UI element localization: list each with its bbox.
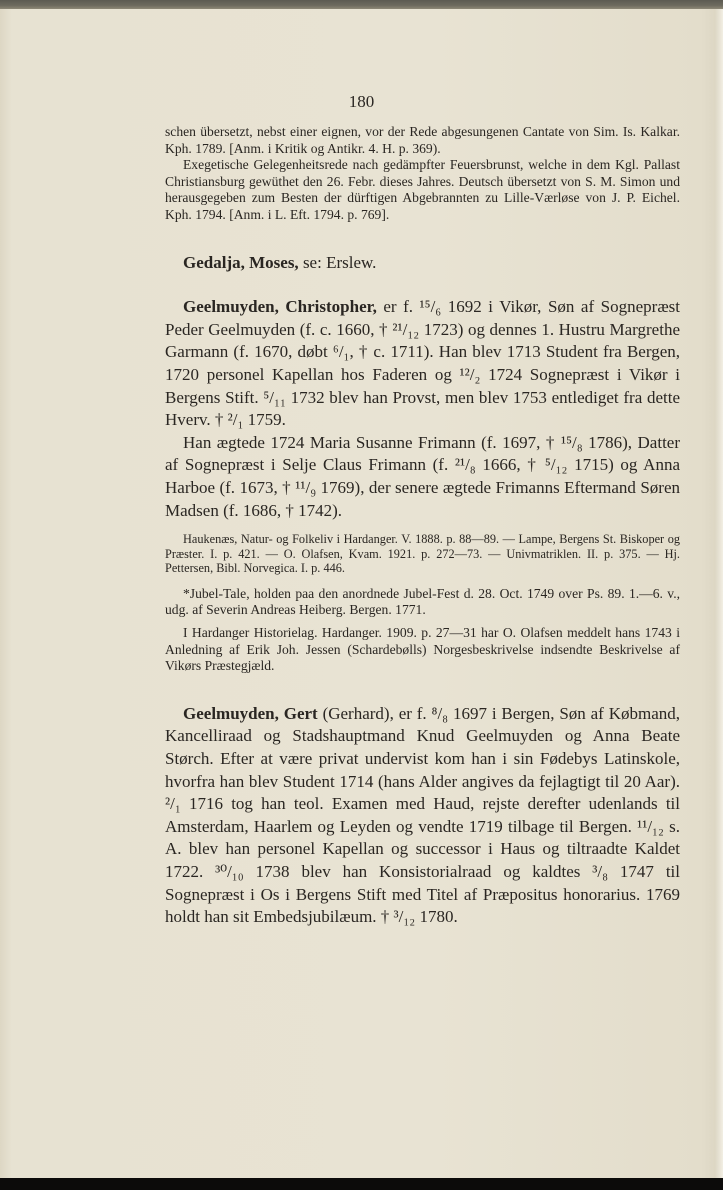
entry-christopher-bio — [165, 296, 680, 432]
scan-top-edge — [0, 0, 723, 9]
entry-christopher-marriage: Han ægtede 1724 Maria Susanne Frimann (f. 1697, † ¹⁵/₈ 1786), Datter af Sognepræst i Selje Claus Frimann (f. ²¹/₈ 1666, † ⁵/₁₂ 1715) og Anna Harboe (f. 1673, † ¹¹/₉ 1769), der senere ægtede Frimanns Eftermand Søren Madsen (f. 1686, † 1742). — [165, 432, 680, 520]
entry-name: Geelmuyden, Christopher, — [183, 297, 377, 317]
entry-name: Geelmuyden, Gert — [183, 703, 318, 723]
scan-bottom-edge — [0, 1178, 723, 1190]
page-number: 180 — [348, 92, 375, 111]
page-content — [165, 124, 680, 929]
entry-text: er f. ¹⁵/₆ 1692 i Vikør, Søn af Sognepræst Peder Geelmuyden (f. c. 1660, † ²¹/₁₂ 1723) og dennes 1. Hustru Margrethe Garmann (f. 1670, døbt ⁶/₁, † c. 1711). Han blev 1713 Student fra Bergen, 1720 personel Kapellan hos Faderen og ¹²/₂ 1724 Sognepræst i Vikør i Bergens Stift. ⁵/₁₁ 1732 blev han Provst, men blev 1753 entlediget fra dette Hverv. † ²/₁ 1759. — [165, 297, 681, 430]
entry-christopher-work-1: *Jubel-Tale, holden paa den anordnede Jubel-Fest d. 28. Oct. 1749 over Ps. 89. 1.—6. v., udg. af Severin Andreas Heiberg. Bergen. 1771. — [165, 585, 680, 618]
continuation-paragraph-2: Exegetische Gelegenheitsrede nach gedämpfter Feuersbrunst, welche in dem Kgl. Pallast Christiansburg gewüthet den 26. Febr. dieses Jahres. Deutsch übersetzt von S. M. Simon und herausgegeben zum Besten der dürftigen Abgebrannten zu Lille-Værløse von J. P. Eichel. Kph. 1794. [Anm. i L. Eft. 1794. p. 769]. — [165, 157, 680, 222]
entry-crossref: se: Erslew. — [298, 252, 377, 272]
entry-text: (Gerhard), er f. ⁸/₈ 1697 i Bergen, Søn af Købmand, Kancelliraad og Stadshauptmand Knud Geelmuyden og Anna Beate Størch. Efter at være privat undervist kom han i sin Fødebys Latinskole, hvorfra han blev Student 1714 (hans Alder angives da fejlagtigt til 20 Aar). ²/₁ 1716 tog han teol. Examen med Haud, rejste derefter udenlands til Amsterdam, Haarlem og Leyden og vendte 1719 tilbage til Bergen. ¹¹/₁₂ s. A. blev han personel Kapellan og successor i Haus og tiltraadte Kaldet 1722. ³⁰/₁₀ 1738 blev han Konsistorialraad og kaldtes ³/₈ 1747 til Sognepræst i Os i Bergens Stift med Titel af Præpositus honorarius. 1769 holdt han sit Embedsjubilæum. † ³/₁₂ 1780. — [165, 703, 680, 927]
page-edge-shade — [715, 9, 723, 1178]
entry-name: Gedalja, Moses, — [183, 252, 299, 272]
entry-gert-bio — [165, 703, 680, 929]
entry-gedalja — [165, 252, 680, 275]
entry-christopher-work-2: I Hardanger Historielag. Hardanger. 1909. p. 27—31 har O. Olafsen meddelt hans 1743 i Anledning af Erik Joh. Jessen (Schardebølls) Norgesbeskrivelse indsendte Beskrivelse af Vikørs Præstegjæld. — [165, 625, 680, 674]
entry-christopher-sources: Haukenæs, Natur- og Folkeliv i Hardanger. V. 1888. p. 88—89. — Lampe, Bergens St. Biskoper og Præster. I. p. 421. — O. Olafsen, Kvam. 1921. p. 272—73. — Univmatriklen. II. p. 375. — Hj. Pettersen, Bibl. Norvegica. I. p. 446. — [165, 532, 680, 576]
continuation-paragraph: schen übersetzt, nebst einer eignen, vor der Rede abgesungenen Cantate von Sim. Is. Kalkar. Kph. 1789. [Anm. i Kritik og Antikr. 4. H. p. 369). — [165, 124, 680, 156]
